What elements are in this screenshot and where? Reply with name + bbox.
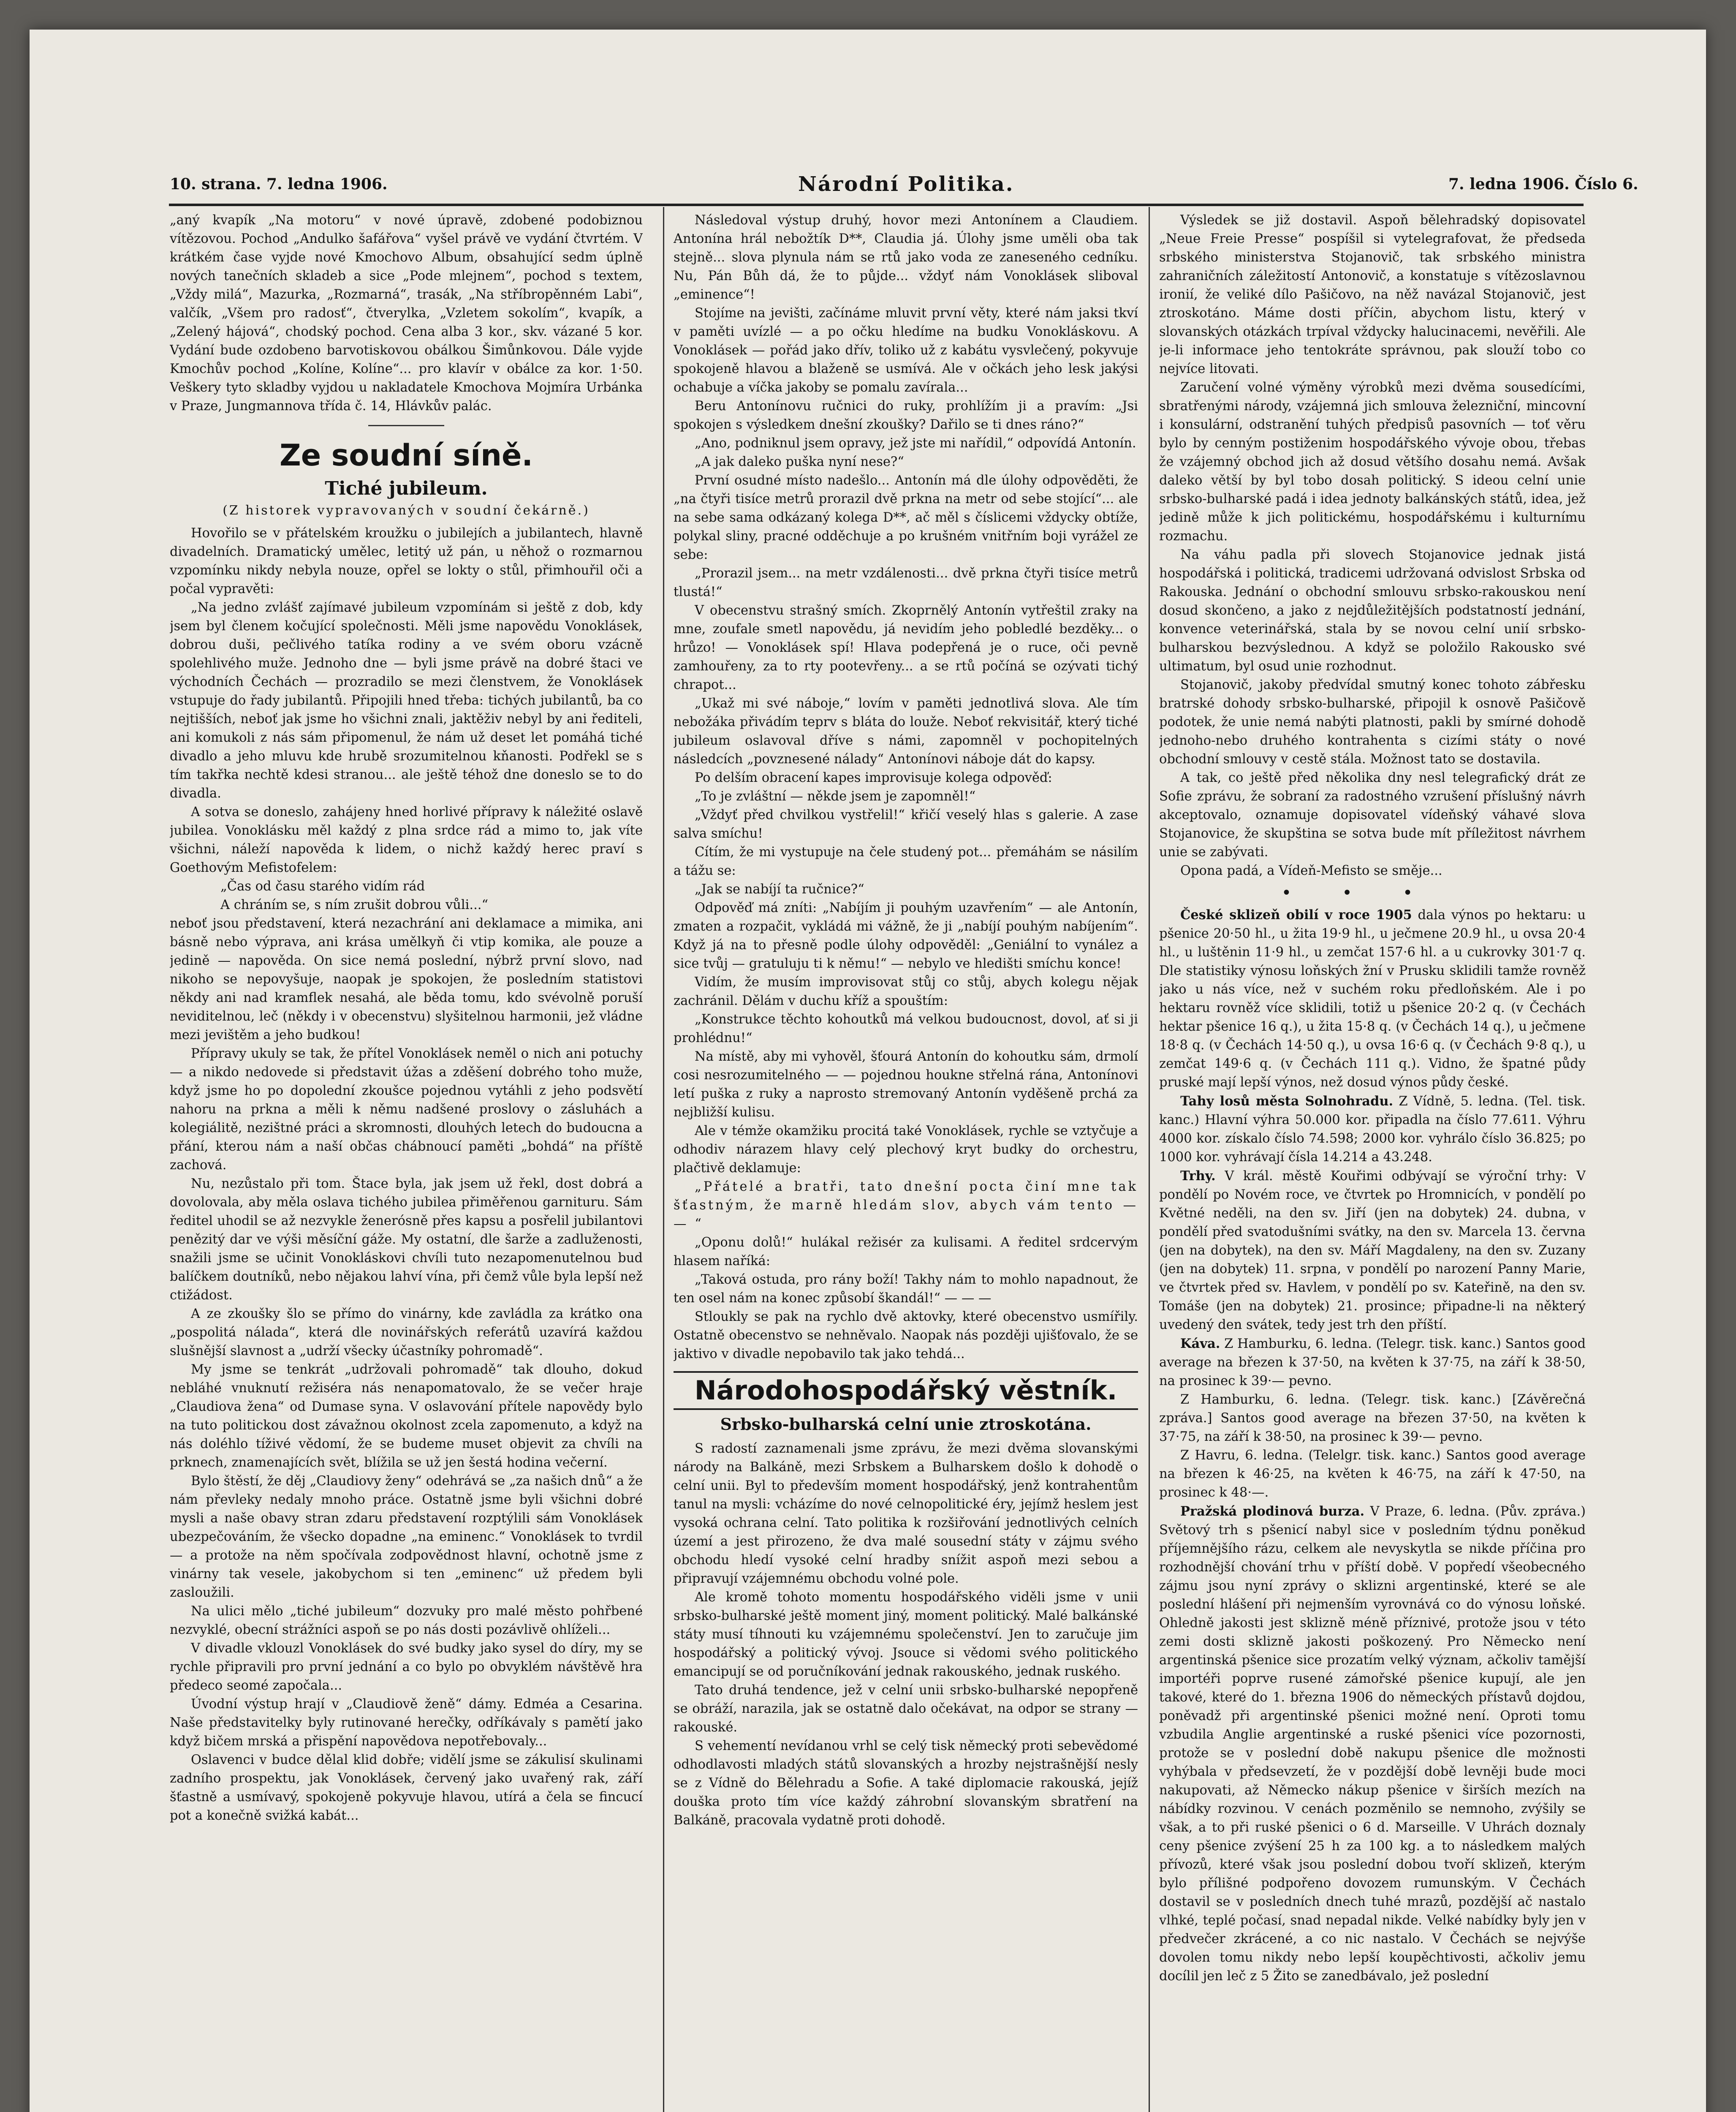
paragraph: Na místě, aby mi vyhověl, šťourá Antonín do kohoutku sám, drmolí cosi nesrozumitelného — — pojednou houkne střelná rána, Antonínovi letí puška z ruky a naprosto stremovaný Antonín vyděšeně prchá za nejbližší kulisu. xyxy=(674,1049,1138,1120)
paragraph: V obecenstvu strašný smích. Zkoprnělý Antonín vytřeštil zraky na mne, zoufale smetl napovědu, já nevidím jeho pobledlé bezděky... o hrůzo! — Vonoklásek spí! Hlava podepřená je o ruce, oči pevně zamhouřeny, za to rty pootevřeny... a se rtů počíná se ozývati tichý chrapot... xyxy=(674,603,1138,692)
article-title: Tiché jubileum. xyxy=(325,478,488,499)
separator xyxy=(368,425,444,426)
newspaper-page xyxy=(30,30,1706,2112)
paragraph: Zaručení volné výměny výrobků mezi dvěma sousedícími, sbratřenými národy, vzájemná jich smlouva železniční, mincovní i konsulární, odstranění tuhých předpisů pasovních — toť věru bylo by cenným postiženim hospodářského vývoje obou, třebas že vzájemný obchod jich až dosud většího dosahu nemá. Avšak daleko větší by byl tobo dosah politický. S ideou celní unie srbsko-bulharské padá i idea jednoty balkánských států, idea, jež jedině může k jich politickému, hospodářskému i kulturnímu rozmachu. xyxy=(1159,380,1586,544)
paragraph: První osudné místo nadešlo... Antonín má dle úlohy odpověděti, že „na čtyři tisíce metrů prorazil dvě prkna na metr od sebe stojící“... ale na sebe sama odkázaný kolega D**, ač měl s číslicemi vždycky obtíže, polykal sliny, pracné odděchuje a po krušném vnitřním boji vyrážel ze sebe: xyxy=(674,473,1138,562)
paragraph: Stojanovič, jakoby předvídal smutný konec tohoto zábřesku bratrské dohody srbsko-bulharské, připojil k osnově Pašičově podotek, že unie nemá nabýti platnosti, pakli by smírné dohodě jednoho-nebo druhého kontrahenta s cizími státy o nové obchodní smlouvy v cestě stála. Možnost tato se dostavila. xyxy=(1159,678,1586,767)
article-subtitle: (Z historek vypravovaných v soudní čekárně.) xyxy=(223,503,590,518)
paragraph: Následoval výstup druhý, hovor mezi Antonínem a Claudiem. Antonína hrál nebožtík D**, Claudia já. Úlohy jsme uměli oba tak stejně... slova plynula nám se rtů jako voda ze zaneseného cedníku. Nu, Pán Bůh dá, že to půjde... vždyť nám Vonoklásek sliboval „eminence“! xyxy=(674,213,1138,302)
paragraph: „Ano, podniknul jsem opravy, jež jste mi nařídil,“ odpovídá Antonín. xyxy=(695,436,1136,451)
paragraph: „Taková ostuda, pro rány boží! Takhy nám to mohlo napadnout, že ten osel nám na konec způsobí škandál!“ — — — xyxy=(674,1272,1138,1306)
economy-section-title: Národohospodářský věstník. xyxy=(674,1371,1138,1410)
column-divider xyxy=(663,207,664,2112)
column-1 xyxy=(170,211,643,2112)
paragraph: V divadle vklouzl Vonoklásek do své budky jako sysel do díry, my se rychle připravili pro první jednání a co bylo po obvyklém návštěvě hra předeco seomé započala... xyxy=(170,1641,643,1693)
harvest-heading: České sklizeň obilí v roce 1905 xyxy=(1180,907,1412,923)
paragraph: Beru Antonínovu ručnici do ruky, prohlížím ji a pravím: „Jsi spokojen s výsledkem dnešní zkoušky? Dařilo se ti dnes ráno?“ xyxy=(674,399,1138,432)
paragraph: „A jak daleko puška nyní nese?“ xyxy=(695,455,904,469)
paragraph: Hovořilo se v přátelském kroužku o jubilejích a jubilantech, hlavně divadelních. Dramatický umělec, letitý už pán, u něhož o rozmarnou vzpomínku nikdy nebyla nouze, opřel se lokty o stůl, přimhouřil oči a počal vypravěti: xyxy=(170,526,643,596)
paragraph: Stloukly se pak na rychlo dvě aktovky, které obecenstvo usmířily. Ostatně obecenstvo se nehněvalo. Naopak nás později ujišťovalo, že se jaktivo v divadle nepobavilo tak jako tehdá... xyxy=(674,1309,1138,1361)
paragraph: Výsledek se již dostavil. Aspoň bělehradský dopisovatel „Neue Freie Presse“ pospíšil si vytelegrafovat, že předseda srbského ministerstva Stojanovič, tak srbského ministra zahraničních záležitostí Antonovič, a konstatuje s vítězoslavnou ironií, že veliké dílo Pašičovo, na něž navázal Stojanovič, jest ztroskotáno. Máme dosti příčin, abychom listu, který v slovanských otázkách trpíval vždycky halucinacemi, nevěřili. Ale je-li informace jeho tentokráte správnou, pak slouží tobo co nejvíce litovati. xyxy=(1159,213,1586,376)
paragraph: A sotva se doneslo, zahájeny hned horlivé přípravy k náležité oslavě jubilea. Vonoklásku měl každý z plna srdce rád a mimo to, jak víte všichni, náleží napověda k lidem, o nichž každý herec praví s Goethovým Mefistofelem: xyxy=(170,805,643,875)
paragraph: Tato druhá tendence, jež v celní unii srbsko-bulharské nepopřeně se obráží, narazila, jak se ostatně dalo očekávat, na odpor se strany — rakouské. xyxy=(674,1683,1138,1735)
grain-exchange-heading: Pražská plodinová burza. xyxy=(1180,1504,1365,1519)
paragraph: Ale v témže okamžiku procitá také Vonoklásek, rychle se vztyčuje a odhodiv nárazem hlavy celý plechový kryt budky do orchestru, plačtivě deklamuje: xyxy=(674,1124,1138,1176)
music-notice: „aný kvapík „Na motoru“ v nové úpravě, zdobené podobiznou vítězovou. Pochod „Andulko šafářova“ vyšel právě ve vydání čtvrtém. V krátkém čase vyjde nové Kmochovo Album, obsahující sedm úplně nových tanečních skladeb a sice „Pode mlejnem“, pochod s textem, „Vždy milá“, Mazurka, „Rozmarná“, trasák, „Na stříbropěnném Labi“, valčík, „Všem pro radosť“, čtverylka, „Vzletem sokolím“, kvapík, a „Zelený hájová“, chodský pochod. Cena alba 3 kor., skv. vázané 5 kor. Vydání bude ozdobeno barvotiskovou obálkou Šimůnkovou. Dále vyjde Kmochův pochod „Kolíne, Kolíne“... pro klavír v obálce za kor. 1·50. Veškery tyto skladby vyjdou u nakladatele Kmochova Mojmíra Urbánka v Praze, Jungmannova třída č. 14, Hlávkův palác. xyxy=(170,213,643,414)
lottery-heading: Tahy losů města Solnohradu. xyxy=(1180,1094,1394,1109)
column-2 xyxy=(674,211,1138,2112)
paragraph: My jsme se tenkrát „udržovali pohromadě“ tak dlouho, dokud nebláhé vnuknutí režiséra nás nenapomatovalo, že se večer hraje „Claudiova žena“ od Dumase syna. V oslavování přítele napovědy bylo na tuto politickou dost závažnou okolnost zcela zapomenuto, a když na nás doléhlo tíživé vědomí, že se budeme muset objevit za chvíli na prknech, znamenajících svět, blížila se už jen šestá hodina večerní. xyxy=(170,1362,643,1470)
coffee-heading: Káva. xyxy=(1180,1336,1220,1351)
lottery-text: Z Vídně, 5. ledna. (Tel. tisk. kanc.) Hlavní výhra 50.000 kor. připadla na číslo 77.611. Výhru 4000 kor. získalo číslo 74.598; 2000 kor. vyhrálo číslo 36.825; po 1000 kor. vyhrávají čísla 14.214 a 43.248. xyxy=(1159,1094,1586,1165)
paragraph: „Ukaž mi své náboje,“ lovím v paměti jednotlivá slova. Ale tím nebožáka přivádím teprv s bláta do louže. Neboť rekvisitář, který tiché jubileum oslavoval dříve s námi, zapomněl v pochopitelných následcích „povznesené nálady“ Antonínovi náboje dát do kapsy. xyxy=(674,696,1138,767)
section-dots: ••• xyxy=(1281,883,1464,903)
paragraph: S vehementí nevídanou vrhl se celý tisk německý proti sebevědomé odhodlavosti mladých států slovanských a hrozby nejstrašnější nesly se z Vídně do Bělehradu a Sofie. A také diplomacie rakouská, jejíž douška proto tím více každý záhrobní slovanským sbratření na Balkáně, pracovala vydatně proti dohodě. xyxy=(674,1739,1138,1828)
issue-date-number: 7. ledna 1906. Číslo 6. xyxy=(1448,175,1638,193)
paragraph: „Přátelé a bratři, tato dnešní pocta činí mne tak šťastným, že marně hledám slov, abych vám tento — — “ xyxy=(674,1179,1138,1231)
paragraph: „Prorazil jsem... na metr vzdálenosti... dvě prkna čtyři tisíce metrů tlustá!“ xyxy=(674,566,1138,599)
paragraph: Bylo štěstí, že děj „Claudiovy ženy“ odehrává se „za našich dnů“ a že nám převleky nedaly mnoho práce. Ostatně jsme byli všichni dobré mysli a naše obavy stran zdaru představení rozptýlili sám Vonoklásek ubezpečováním, že všecko dopadne „na eminenc.“ Vonoklásek to tvrdil — a protože na něm spočívala zodpovědnost hlavní, ochotně jsme z vinárny tak vesele, jakobychom si ten „eminenc“ už předem byli zasloužili. xyxy=(170,1474,643,1600)
quote-line: A chráním se, s ním zrušit dobrou vůli...“ xyxy=(220,898,489,912)
paragraph: Přípravy ukuly se tak, že přítel Vonoklásek neměl o nich ani potuchy — a nikdo nedovede si představit úžas a zděšení dobrého toho muže, když jsme ho po dopolední zkoušce pojednou vytáhli z jeho podsvětí nahoru na prkna a měli k němu nadšené proslovy o zásluhách a kolegiálitě, nezištné práci a skromnosti, dlouhých letech do budoucna a přání, kterou nám a naší občas chábnoucí paměti „bohdá“ na příště zachová. xyxy=(170,1046,643,1173)
paragraph: Po delším obracení kapes improvisuje kolega odpověď: xyxy=(695,770,1052,785)
paragraph: Stojíme na jevišti, začínáme mluvit první věty, které nám jaksi tkví v paměti uvízlé — a po očku hledíme na budku Vonokláskovu. A Vonoklásek — pořád jako dřív, toliko už z kabátu vysvlečený, pokyvuje spokojeně hlavou a blaženě se usmívá. Ale v očkách jeho lesk jakýsi ochabuje a víčka jakoby se pomalu zavírala... xyxy=(674,306,1138,395)
paragraph: Oslavenci v budce dělal klid dobře; vidělí jsme se zákulisí skulinami zadního prospektu, jak Vonoklásek, červený jako uvařený rak, září šťastně a usmívavý, spokojeně pokyvuje hlavou, utírá a čela se fincucí pot a konečně svižká kabát... xyxy=(170,1753,643,1823)
paragraph: Ale kromě tohoto momentu hospodářského viděli jsme v unii srbsko-bulharské ještě moment jiný, moment politický. Malé balkánské státy musí tíhnouti ku vzájemnému společenství. Jen to zaručuje jim hospodářský a politický vývoj. Jsouce si vědomi svého politického emancipují se od poručníkování jednak rakouského, jednak ruského. xyxy=(674,1590,1138,1679)
paragraph: „Oponu dolů!“ hulákal režisér za kulisami. A ředitel srdcervým hlasem naříká: xyxy=(674,1235,1138,1268)
column-3 xyxy=(1159,211,1586,2112)
paragraph: Cítím, že mi vystupuje na čele studený pot... přemáhám se násilím a tážu se: xyxy=(674,845,1138,878)
paragraph: S radostí zaznamenali jsme zprávu, že mezi dvěma slovanskými národy na Balkáně, mezi Srbskem a Bulharskem došlo k dohodě o celní unii. Byl to především moment hospodářský, jenž kontrahentům tanul na mysli: vcházíme do nové celnopolitické éry, jejímž heslem jest vysoká ochrana celní. Tato politika k rozšiřování jednotlivých celních území a jest přirozeno, že dva malé sousední státy v zájmu svého obchodu hledí vysoké celní hradby snížit aspoň mezi sebou a připravují vzájemnému obchodu volné pole. xyxy=(674,1441,1138,1586)
newspaper-masthead: Národní Politika. xyxy=(798,172,1014,196)
page-number-date: 10. strana. 7. ledna 1906. xyxy=(170,175,388,193)
paragraph: Nu, nezůstalo při tom. Štace byla, jak jsem už řekl, dost dobrá a dovolovala, aby měla oslava tichého jubilea přiměřenou garnituru. Sám ředitel uhodil se až nezvykle ženerósně přes kapsu a posřelil jubilantovi penězitý dar ve výši měsíční gáže. My ostatní, dle šarže a zadluženosti, snažili jsme se učinit Vonokláskovi chvíli tuto nezapomenutelnou bud balíčkem doutníků, nebo nějakou lahví vína, při čemž vůle byla lepší než ctižádost. xyxy=(170,1176,643,1303)
court-section-title: Ze soudní síně. xyxy=(279,438,533,473)
paragraph: Opona padá, a Vídeň-Mefisto se směje... xyxy=(1180,863,1443,878)
harvest-text: dala výnos po hektaru: u pšenice 20·50 hl., u žita 19·9 hl., u ječmene 20.9 hl., u ovsa 20·4 hl., u luštěnin 11·9 hl., u zemčat 157·6 hl. a u cukrovky 301·7 q. Dle statistiky výnosu loňských žní v Prusku sklidili tamže rovněž jako u nás více, než v suchém roku předloňském. Ale i po hektaru rovněž více sklidili, totiž u pšenice 20·2 q. (v Čechách hektar pšenice 16 q.), u žita 15·8 q. (v Čechách 14 q.), u ječmene 18·8 q. (v Čechách 14·50 q.), u ovsa 16·6 q. (v Čechách 9·8 q.), u zemčat 149·6 q. (v Čechách 111 q.). Vidno, že špatné půdy pruské mají lepší výnos, než dosud výnos půdy české. xyxy=(1159,908,1586,1090)
paragraph: Na váhu padla při slovech Stojanovice jednak jistá hospodářská i politická, tradicemi udržovaná odvislost Srbska od Rakouska. Jednání o obchodní smlouvu srbsko-rakouskou není dosud skončeno, a jako z nejdůležitějších podstatností jednání, konvence veterinářská, stala by se novou celní unií srbsko-bulharskou bezvýslednou. A když se položilo Rakousko své ultimatum, byl osud unie rozhodnut. xyxy=(1159,547,1586,674)
paragraph: Úvodní výstup hrají v „Claudiově ženě“ dámy. Edméa a Cesarina. Naše představitelky byly rutinované herečky, odříkávaly s pamětí jako když bičem mrská a přispění napovědova nepotřebovaly... xyxy=(170,1697,643,1749)
coffee-text: Z Hamburku, 6. ledna. (Telegr. tisk. kanc.) Santos good average na březen k 37·50, na květen k 37·75, na září k 38·50, na prosinec k 39·— pevno. xyxy=(1159,1336,1586,1388)
quote-line: „Čas od času starého vidím rád xyxy=(220,879,425,894)
fairs-text: V král. městě Kouřimi odbývají se výroční trhy: V pondělí po Novém roce, ve čtvrtek po Hromnicích, v pondělí po Květné neděli, na den sv. Jiří (jen na dobytek) 24. dubna, v pondělí před svatodušními svátky, na den sv. Marcela 13. června (jen na dobytek), na den sv. Máří Magdaleny, na den sv. Zuzany (jen na dobytek) 11. srpna, v pondělí po narození Panny Marie, ve čtvrtek před sv. Havlem, v pondělí po sv. Kateřině, na den sv. Tomáše (jen na dobytek) 21. prosince; připadne-li na některý uvedený den svátek, tedy jest trh den příští. xyxy=(1159,1169,1586,1332)
paragraph: Na ulici mělo „tiché jubileum“ dozvuky pro malé město pohřbené nezvyklé, obecní strážníci aspoň se po nás dosti pozávlivě ohlíželi... xyxy=(170,1604,643,1637)
paragraph: „Vždyť před chvilkou vystřelil!“ křičí veselý hlas s galerie. A zase salva smíchu! xyxy=(674,808,1138,841)
paragraph: A tak, co ještě před několika dny nesl telegrafický drát ze Sofie zprávu, že sobraní za radostného vzrušení příslušný návrh akceptovalo, oznamuje dopisovatel vídeňský váhavé slova Stojanovice, že skupština se sotva bude mít příležitost návrhem unie se zabývati. xyxy=(1159,770,1586,860)
paragraph: Vidím, že musím improvisovat stůj co stůj, abych kolegu nějak zachránil. Dělám v duchu kříž a spouštím: xyxy=(674,975,1138,1008)
paragraph: „Na jedno zvlášť zajímavé jubileum vzpomínám si ještě z dob, kdy jsem byl členem kočující společnosti. Měli jsme napovědu Vonoklásek, dobrou duši, pečlivého tatíka rodiny a ve svém oboru vzácně spolehlivého muže. Jednoho dne — byli jsme právě na dobré štaci ve východních Čechách — prozradilo se mezi členstvem, že Vonoklásek vstupuje do řady jubilantů. Připojili hned třeba: tichých jubilantů, ba co nejtišších, neboť jak jsme ho všichni znali, jaktěživ nebyl by ani řediteli, ani komukoli z nás sám připomenul, že nám už deset let pomáhá tiché divadlo a jeho mluvu kde hrubě srozumitelnou kňanosti. Podřekl se s tím takřka nechtě kdesi stranou... ale ještě téhož dne doneslo se to do divadla. xyxy=(170,600,643,801)
column-divider xyxy=(1149,207,1150,2112)
paragraph: neboť jsou představení, která nezachrání ani deklamace a mimika, ani básně nebo výprava, ani krása umělkyň či vtip komika, ale pouze a jedině — napověda. On sice nemá poslední, nýbrž první slovo, nad nikoho se nepovyšuje, naopak je spokojen, že posledním statistovi někdy ani nad kramflek nesahá, ale běda tomu, kdo svévolně poruší neviditelnou, leč (někdy i v obecenstvu) slyšitelnou harmonii, jež vládne mezi jevištěm a jeho budkou! xyxy=(170,916,643,1042)
grain-exchange-text: V Praze, 6. ledna. (Pův. zpráva.) Světový trh s pšenicí nabyl sice v posledním týdnu poněkud příjemnějšího rázu, celkem ale nevyskytla se nikde příčina pro rozhodnější chování trhu v příští době. V popředí všeobecného zájmu jsou nyní zprávy o sklizni argentinské, které se ale poslední hlášení při nejmenším vyrovnává co do výnosu loňské. Ohledně jakosti jest sklizně méně příznivé, protože jsou v této zemi dosti sklizně jakosti poškozený. Pro Německo není argentinská pšenice sice prozatím velký význam, ačkoliv tamější importéři poprve rusené zámořské pšenice kupují, ale jen takové, které do 1. března 1906 do německých přístavů dojdou, poněvadž při argentinské pšenici možné není. Oproti tomu vzbudila Anglie argentinské a ruské pšenici více pozornosti, protože se v poslední době nakupu pšenice dle možnosti vyhýbala v předsevzetí, že v pozdější době levněji bude moci nakupovati, až Německo nákup pšenice v širších mezích na nábídky rozvinou. V cenách pozměnilo se nemnoho, zvýšily se však, a to při ruské pšenici o 6 d. Marseille. V Uhrách doznaly ceny pšenice zvýšení 25 h za 100 kg. a to následkem malých přívozů, které však jsou poslední dobou tvoří sklizeň, kterým bylo přílišné podpořeno dovozem rumunským. V Čechách dostavil se v posledních dnech tuhé mrazů, pozdější ač nastalo vlhké, teplé počasí, snad nepadal nikde. Velké nabídky byly jen v předvečer zkrácené, a co nic nastalo. V Čechách se nejvýše dovolen tomu nikdy nebo lepší koupěchtivosti, ačkoliv jemu docílil jen leč z 5 Žito se zanedbávalo, jež poslední xyxy=(1159,1504,1586,1984)
paragraph: „To je zvláštní — někde jsem je zapomněl!“ xyxy=(695,789,976,804)
economy-article-title: Srbsko-bulharská celní unie ztroskotána. xyxy=(720,1415,1092,1434)
coffee-text: Z Havru, 6. ledna. (Telelgr. tisk. kanc.) Santos good average na březen k 46·25, na květen k 46·75, na září k 47·50, na prosinec k 48·—. xyxy=(1159,1448,1586,1500)
paragraph: „Konstrukce těchto kohoutků má velkou budoucnost, dovol, ať si ji prohlédnu!“ xyxy=(674,1012,1138,1045)
paragraph: Odpověď má zníti: „Nabíjím ji pouhým uzavřením“ — ale Antonín, zmaten a rozpačit, vykládá mi vážně, že ji „nabíjí pouhým nabíjením“. Když já na to přesně podle úlohy odpověděl: „Geniální to vynález a sice tvůj — gratuluju ti k němu!“ — nebylo ve hledišti smíchu konce! xyxy=(674,901,1138,971)
fairs-heading: Trhy. xyxy=(1180,1168,1216,1184)
coffee-text: Z Hamburku, 6. ledna. (Telegr. tisk. kanc.) [Závěrečná zpráva.] Santos good average na březen 37·50, na květen k 37·75, na září k 38·50, na prosinec k 39·— pevno. xyxy=(1159,1392,1586,1444)
paragraph: A ze zkoušky šlo se přímo do vinárny, kde zavládla za krátko ona „pospolitá nálada“, která dle novinářských referátů uzavírá každou slušnější slavnost a „udrží všecky účastníky pohromadě“. xyxy=(170,1306,643,1358)
paragraph: „Jak se nabíjí ta ručnice?“ xyxy=(695,882,864,897)
header-rule xyxy=(169,204,1584,206)
